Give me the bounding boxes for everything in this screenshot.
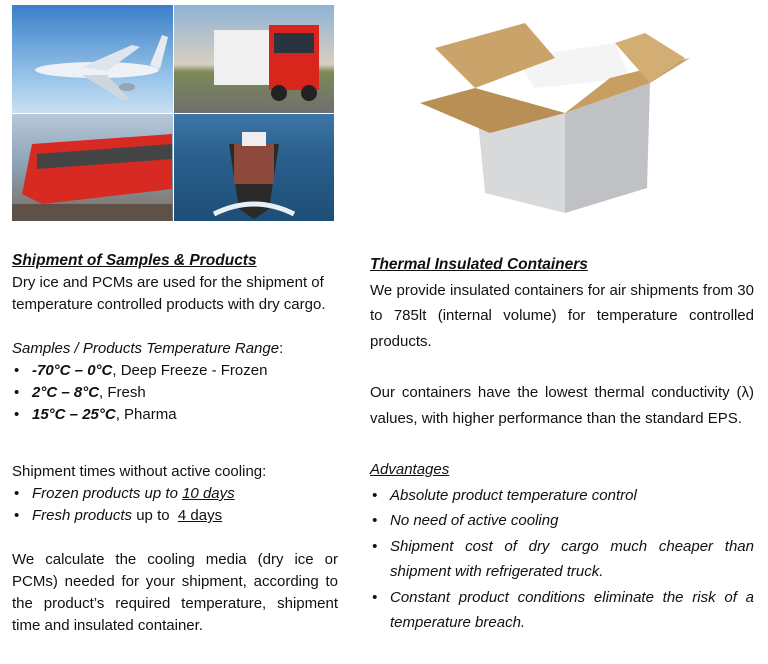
range-desc: , Fresh xyxy=(99,384,146,401)
time-prefix: Fresh products xyxy=(32,507,133,524)
range-item xyxy=(12,382,338,404)
insulated-container-box-image xyxy=(415,18,695,218)
time-item xyxy=(12,505,338,527)
advantage-item: • Constant product conditions eliminate the risk of a temperature breach. xyxy=(370,585,754,636)
containers-heading: Thermal Insulated Containers xyxy=(370,256,588,273)
temperature-range-list xyxy=(12,360,338,426)
range-colon: : xyxy=(279,340,284,357)
shipment-times-label: Shipment times without active cooling: xyxy=(12,463,267,480)
time-value: 10 days xyxy=(182,485,235,502)
range-temp: 2°C – 8°C xyxy=(32,384,100,401)
closing-paragraph: We calculate the cooling media (dry ice or PCMs) needed for your shipment, according to the product’s required temperature, shipment time and insulated container. xyxy=(12,551,338,634)
containers-section xyxy=(370,252,754,636)
range-item xyxy=(12,404,338,426)
samples-heading: Shipment of Samples & Products xyxy=(12,252,257,269)
airplane-image xyxy=(12,5,173,113)
time-prefix: Frozen products up to xyxy=(32,485,183,502)
advantages-label: Advantages xyxy=(370,461,450,478)
containers-paragraph-2: Our containers have the lowest thermal conductivity (λ) values, with higher performance than the standard EPS. xyxy=(370,384,754,427)
advantage-item: • Shipment cost of dry cargo much cheaper than shipment with refrigerated truck. xyxy=(370,534,754,585)
time-value: 4 days xyxy=(177,507,223,524)
range-label-text: Samples / Products Temperature Range xyxy=(12,340,280,357)
containers-paragraph-1: We provide insulated containers for air shipments from 30 to 785lt (internal volume) for temperature controlled products. xyxy=(370,281,754,350)
cargo-ship-image xyxy=(174,114,335,222)
samples-intro: Dry ice and PCMs are used for the shipment of temperature controlled products with dry cargo. xyxy=(12,274,326,313)
time-item xyxy=(12,483,338,505)
samples-section xyxy=(12,250,338,637)
range-desc: , Pharma xyxy=(115,406,177,423)
range-temp: 15°C – 25°C xyxy=(32,406,116,423)
range-desc: , Deep Freeze - Frozen xyxy=(112,362,268,379)
truck-image xyxy=(174,5,335,113)
transport-collage xyxy=(12,5,334,221)
range-temp: -70°C – 0°C xyxy=(32,362,113,379)
time-mid: up to xyxy=(132,507,178,524)
temperature-range-label xyxy=(12,338,338,360)
range-item xyxy=(12,360,338,382)
advantage-item: • No need of active cooling xyxy=(370,508,754,534)
advantage-item: • Absolute product temperature control xyxy=(370,483,754,509)
train-image xyxy=(12,114,173,222)
advantages-list xyxy=(370,483,754,636)
shipment-times-list xyxy=(12,483,338,527)
